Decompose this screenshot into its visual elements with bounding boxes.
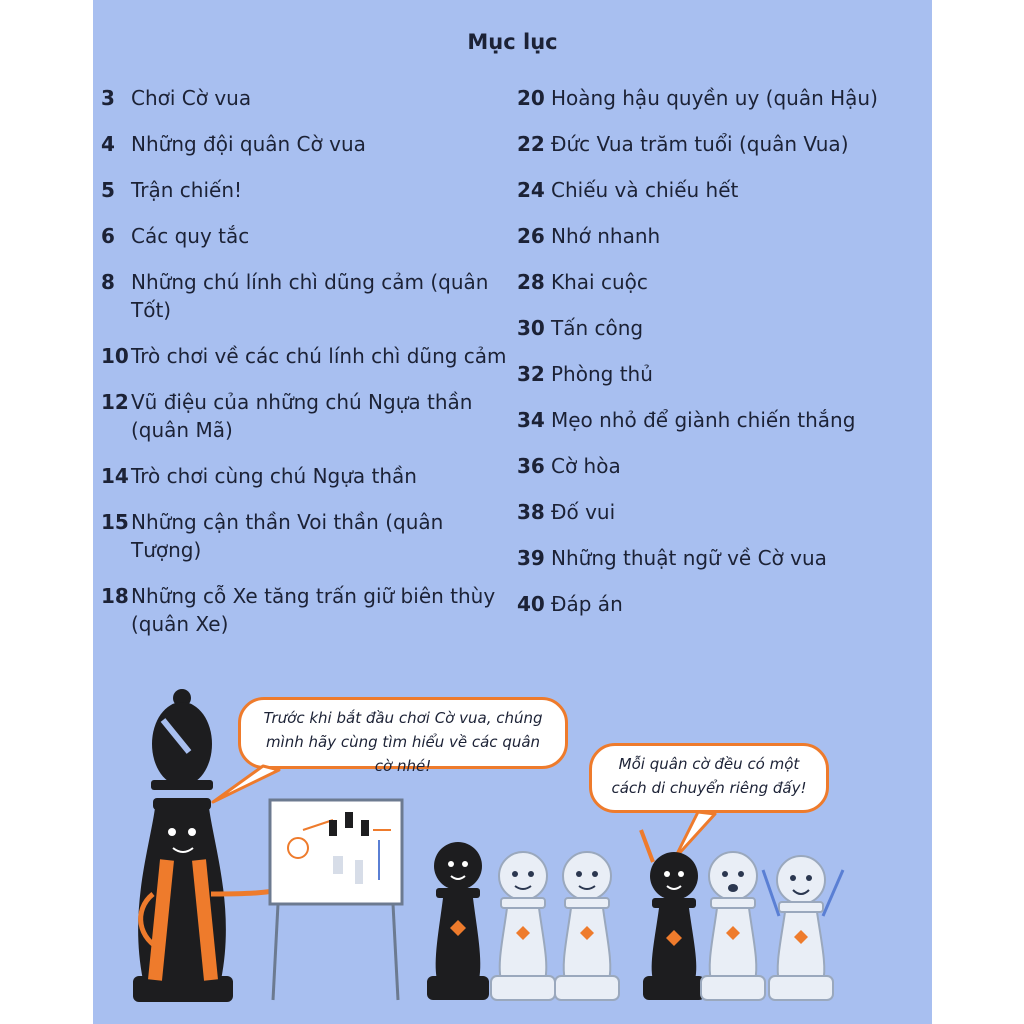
toc-entry bbox=[101, 268, 511, 324]
pawn-speech-text: Mỗi quân cờ đều có một cách di chuyển riêng đấy! bbox=[611, 755, 807, 797]
page-title: Mục lục bbox=[467, 30, 558, 54]
toc-entry bbox=[101, 222, 511, 250]
toc-entry bbox=[101, 84, 511, 112]
toc-entry-title: Những thuật ngữ về Cờ vua bbox=[551, 546, 827, 570]
black-pawn-icon bbox=[427, 842, 489, 1000]
toc-page-number: 28 bbox=[517, 270, 545, 294]
toc-entry bbox=[101, 388, 511, 444]
toc-entry-title: Các quy tắc bbox=[131, 224, 250, 248]
black-pawn-icon bbox=[641, 830, 705, 1000]
toc-entry-title: Trận chiến! bbox=[131, 178, 243, 202]
toc-entry-title: Những chú lính chì dũng cảm (quân Tốt) bbox=[131, 270, 489, 322]
toc-entry bbox=[517, 222, 927, 250]
book-page bbox=[93, 0, 932, 1024]
toc-entry bbox=[517, 176, 927, 204]
toc-entry-title: Đố vui bbox=[551, 500, 616, 524]
toc-entry-title: Tấn công bbox=[551, 316, 644, 340]
toc-page-number: 4 bbox=[101, 132, 115, 156]
toc-entry-title: Những cỗ Xe tăng trấn giữ biên thùy (quân Xe) bbox=[131, 584, 496, 636]
toc-entry bbox=[101, 130, 511, 158]
whiteboard bbox=[270, 800, 402, 1000]
toc-entry-title: Phòng thủ bbox=[551, 362, 653, 386]
toc-page-number: 26 bbox=[517, 224, 545, 248]
white-pawn-icon bbox=[491, 852, 555, 1000]
pawn-bubble-tail bbox=[675, 812, 715, 858]
toc-page-number: 40 bbox=[517, 592, 545, 616]
toc-entry-title: Những đội quân Cờ vua bbox=[131, 132, 366, 156]
toc-page-number: 12 bbox=[101, 390, 129, 414]
toc-page-number: 5 bbox=[101, 178, 115, 202]
toc-entry-title: Vũ điệu của những chú Ngựa thần (quân Mã) bbox=[131, 390, 473, 442]
toc-entry-title: Mẹo nhỏ để giành chiến thắng bbox=[551, 408, 856, 432]
toc-entry bbox=[517, 84, 927, 112]
bishop-speech-text: Trước khi bắt đầu chơi Cờ vua, chúng mình hãy cùng tìm hiểu về các quân cờ nhé! bbox=[263, 709, 543, 775]
toc-entry-title: Chiếu và chiếu hết bbox=[551, 178, 739, 202]
toc-entry-title: Trò chơi về các chú lính chì dũng cảm bbox=[131, 344, 507, 368]
toc-page-number: 20 bbox=[517, 86, 545, 110]
toc-page-number: 36 bbox=[517, 454, 545, 478]
white-pawn-icon bbox=[555, 852, 619, 1000]
toc-page-number: 18 bbox=[101, 584, 129, 608]
bishop-bubble-tail bbox=[213, 766, 279, 802]
toc-entry-title: Khai cuộc bbox=[551, 270, 648, 294]
toc-entry-title: Cờ hòa bbox=[551, 454, 621, 478]
toc-entry-title: Chơi Cờ vua bbox=[131, 86, 252, 110]
toc-page-number: 6 bbox=[101, 224, 115, 248]
toc-page-number: 39 bbox=[517, 546, 545, 570]
toc-entry-title: Nhớ nhanh bbox=[551, 224, 661, 248]
toc-entry-title: Những cận thần Voi thần (quân Tượng) bbox=[131, 510, 444, 562]
chess-pieces-illustration bbox=[93, 680, 932, 1024]
toc-left-column bbox=[101, 84, 511, 656]
toc-entry-title: Đức Vua trăm tuổi (quân Vua) bbox=[551, 132, 849, 156]
toc-entry bbox=[101, 508, 511, 564]
white-pawn-icon bbox=[701, 852, 765, 1000]
toc-page-number: 22 bbox=[517, 132, 545, 156]
toc-entry bbox=[517, 544, 927, 572]
toc-entry bbox=[101, 582, 511, 638]
toc-entry bbox=[101, 342, 511, 370]
toc-page-number: 14 bbox=[101, 464, 129, 488]
toc-page-number: 24 bbox=[517, 178, 545, 202]
toc-entry bbox=[517, 498, 927, 526]
toc-entry bbox=[517, 452, 927, 480]
toc-entry bbox=[517, 268, 927, 296]
toc-page-number: 30 bbox=[517, 316, 545, 340]
toc-entry bbox=[517, 360, 927, 388]
toc-entry bbox=[517, 406, 927, 434]
toc-page-number: 34 bbox=[517, 408, 545, 432]
toc-entry-title: Đáp án bbox=[551, 592, 623, 616]
toc-page-number: 10 bbox=[101, 344, 129, 368]
toc-page-number: 38 bbox=[517, 500, 545, 524]
toc-entry bbox=[517, 314, 927, 342]
toc-page-number: 15 bbox=[101, 510, 129, 534]
toc-entry-title: Hoàng hậu quyền uy (quân Hậu) bbox=[551, 86, 878, 110]
white-pawn-icon bbox=[763, 856, 843, 1000]
toc-right-column bbox=[517, 84, 927, 636]
toc-page-number: 8 bbox=[101, 270, 115, 294]
toc-entry bbox=[101, 176, 511, 204]
toc-entry bbox=[517, 130, 927, 158]
toc-page-number: 3 bbox=[101, 86, 115, 110]
toc-page-number: 32 bbox=[517, 362, 545, 386]
toc-entry-title: Trò chơi cùng chú Ngựa thần bbox=[131, 464, 417, 488]
toc-entry bbox=[101, 462, 511, 490]
toc-entry bbox=[517, 590, 927, 618]
